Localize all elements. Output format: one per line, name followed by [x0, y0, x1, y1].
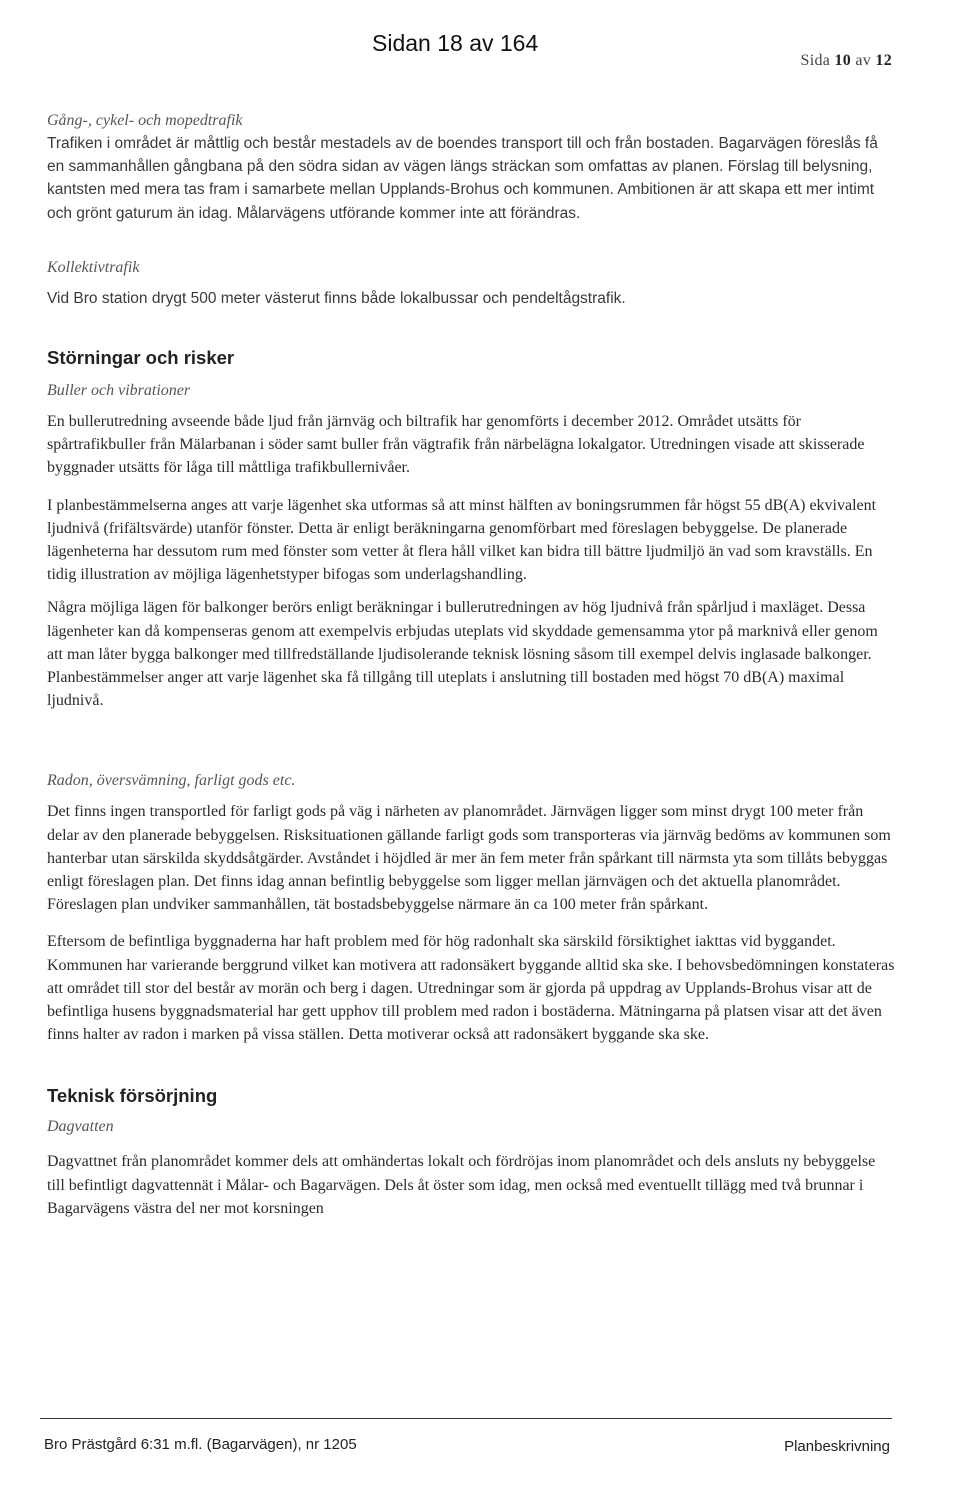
footer-document-id: Bro Prästgård 6:31 m.fl. (Bagarvägen), nr 1205	[44, 1436, 357, 1453]
page-content	[47, 110, 895, 1220]
paragraph-kollektivtrafik: Vid Bro station drygt 500 meter västerut finns både lokalbussar och pendeltågstrafik.	[47, 289, 626, 307]
paragraph-dagvatten: Dagvattnet från planområdet kommer dels att omhändertas lokalt och fördröjas inom planområdet och dels ansluts ny bebyggelse till befintligt dagvattennät i Målar- och Bagarvägen. Dels åt öster som idag, men också med eventuellt tillägg med två brunnar i Bagarvägens västra del ner mot korsningen	[47, 1153, 876, 1217]
section-page-counter	[801, 52, 892, 70]
subheading-gang-cykel: Gång-, cykel- och mopedtrafik	[47, 112, 243, 129]
paragraph-radon-2: Eftersom de befintliga byggnaderna har haft problem med för hög radonhalt ska särskild försiktighet iakttas vid byggandet. Kommunen har varierande berggrund vilket kan motivera att radonsäkert byggande alltid ska ske. I behovsbedömningen konstateras att området till stor del består av morän och berg i dagen. Utredningar som är gjorda på uppdrag av Upplands-Brohus visar att de befintliga husens byggnadsmaterial har gett upphov till problem med radon i bostäderna. Mätningarna på platsen visar att det även finns halter av radon i marken på vissa ställen. Detta motiverar också att radonsäkert byggande ska ske.	[47, 933, 895, 1044]
subheading-radon: Radon, översvämning, farligt gods etc.	[47, 772, 296, 790]
paragraph-buller-2: I planbestämmelserna anges att varje lägenhet ska utformas så att minst hälften av boningsrummen får högst 55 dB(A) ekvivalent ljudnivå (frifältsvärde) utanför fönster. Detta är enligt beräkningarna genomförbart med föreslagen bebyggelse. De planerade lägenheterna har dessutom rum med fönster som vetter åt flera håll vilket kan bidra till bättre ljudmiljö än vad som kravställs. En tidig illustration av möjliga lägenhetstyper bifogas som underlagshandling.	[47, 496, 877, 584]
paragraph-buller-1: En bullerutredning avseende både ljud från järnväg och biltrafik har genomförts i december 2012. Området utsätts för spårtrafikbuller från Mälarbanan i söder samt buller från vägtrafik från närbelägna lokalgator. Utredningen visade att skisserade byggnader utsätts för låga till måttliga trafikbullernivåer.	[47, 413, 865, 477]
page-header	[0, 30, 960, 69]
section-title-teknisk: Teknisk försörjning	[47, 1085, 218, 1107]
page-mid: av	[851, 52, 876, 69]
page-number: 10	[834, 52, 852, 69]
subheading-dagvatten: Dagvatten	[47, 1118, 114, 1136]
subheading-buller: Buller och vibrationer	[47, 382, 191, 400]
footer-divider	[40, 1418, 892, 1419]
footer-document-type: Planbeskrivning	[784, 1438, 890, 1455]
paragraph-radon-1: Det finns ingen transportled för farligt gods på väg i närheten av planområdet. Järnvägen ligger som minst drygt 100 meter från delar av den planerade bebyggelsen. Risksituationen gällande farligt gods som transporteras via järnväg bedöms av kommunen som hanterbar utan särskilda skyddsåtgärder. Avståndet i höjdled är mer än fem meter från spårkant till närmsta yta som tillåts bebyggas enligt föreslagen plan. Det finns idag annan befintlig bebyggelse som ligger mellan järnvägen och det aktuella planområdet. Föreslagen plan undviker sammanhållen, tät bostadsbebyggelse närmare än ca 100 meter från spårkant.	[47, 803, 891, 914]
paragraph-buller-3: Några möjliga lägen för balkonger berörs enligt beräkningar i bullerutredningen av hög ljudnivå från spårljud i maxläget. Dessa lägenheter kan då kompenseras genom att exempelvis erbjudas uteplats vid skyddade gemensamma ytor på marknivå eller genom att man låter bygga balkonger med tillfredställande ljudisolerande teknisk lösning såsom till exempel delvis inglasade balkonger. Planbestämmelser anger att varje lägenhet ska få tillgång till uteplats i anslutning till bostaden med högst 70 dB(A) maximal ljudnivå.	[47, 599, 878, 710]
section-title-storningar: Störningar och risker	[47, 347, 235, 369]
document-page-counter: Sidan 18 av 164	[372, 30, 539, 56]
page-prefix: Sida	[800, 52, 835, 69]
page-total: 12	[875, 52, 892, 69]
subheading-kollektivtrafik: Kollektivtrafik	[47, 258, 140, 276]
paragraph-gang-cykel: Trafiken i området är måttlig och består mestadels av de boendes transport till och från bostaden. Bagarvägen föreslås få en sammanhållen gångbana på den södra sidan av vägen längs sträckan som omfattas av planen. Förslag till belysning, kantsten med mera tas fram i samarbete mellan Upplands-Brohus och kommunen. Ambitionen är att skapa ett mer intimt och grönt gaturum än idag. Målarvägens utförande kommer inte att förändras.	[47, 135, 878, 222]
